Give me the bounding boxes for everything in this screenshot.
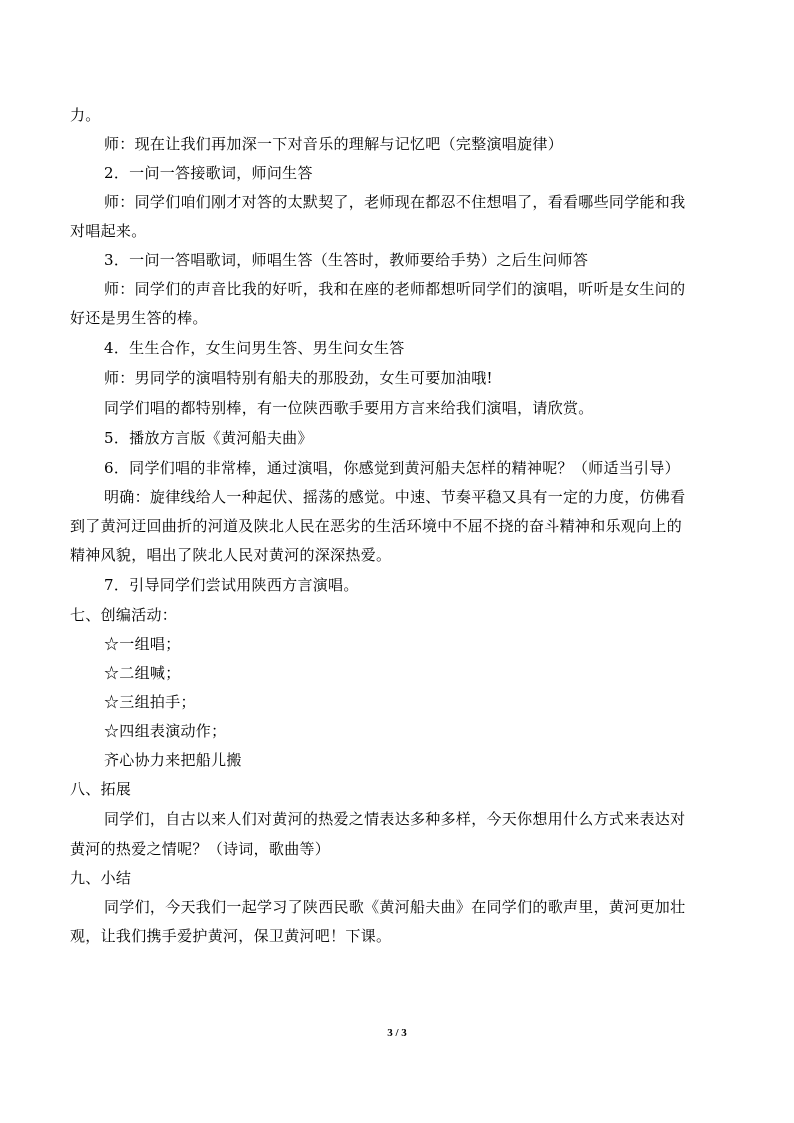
text-line: 2．一问一答接歌词，师问生答	[104, 164, 313, 182]
text-line: 师：同学们咱们刚才对答的太默契了，老师现在都忍不住想唱了，看看哪些同学能和我	[104, 193, 686, 211]
list-item: ☆四组表演动作；	[104, 722, 227, 740]
text-line: 精神风貌，唱出了陕北人民对黄河的深深热爱。	[70, 546, 392, 564]
text-line: 同学们，自古以来人们对黄河的热爱之情表达多种多样，今天你想用什么方式来表达对	[104, 810, 686, 828]
text-line: 6．同学们唱的非常棒，通过演唱，你感觉到黄河船夫怎样的精神呢？（师适当引导）	[104, 459, 680, 477]
text-line: 好还是男生答的棒。	[70, 309, 208, 327]
text-line: 5．播放方言版《黄河船夫曲》	[104, 429, 313, 447]
text-line: 师：男同学的演唱特别有船夫的那股劲，女生可要加油哦!	[104, 369, 493, 387]
text-line: 同学们唱的都特别棒，有一位陕西歌手要用方言来给我们演唱，请欣赏。	[104, 399, 594, 417]
text-line: 明确：旋律线给人一种起伏、摇荡的感觉。中速、节奏平稳又具有一定的力度，仿佛看	[104, 488, 686, 506]
text-line: 师：同学们的声音比我的好听，我和在座的老师都想听同学们的演唱，听听是女生问的	[104, 280, 686, 298]
text-line: 黄河的热爱之情呢？（诗词，歌曲等）	[70, 840, 331, 858]
text-line: 4．生生合作，女生问男生答、男生问女生答	[104, 339, 405, 357]
text-line: 同学们，今天我们一起学习了陕西民歌《黄河船夫曲》在同学们的歌声里，黄河更加壮	[104, 898, 686, 916]
list-item: ☆一组唱；	[104, 635, 181, 653]
text-line: 对唱起来。	[70, 222, 147, 240]
page-number: 3 / 3	[387, 1027, 407, 1039]
text-line: 力。	[70, 106, 101, 124]
text-line: 3．一问一答唱歌词，师唱生答（生答时，教师要给手势）之后生问师答	[104, 251, 589, 269]
text-line: 7．引导同学们尝试用陕西方言演唱。	[104, 576, 359, 594]
text-line: 观，让我们携手爱护黄河，保卫黄河吧！下课。	[70, 927, 392, 945]
section-heading: 九、小结	[70, 869, 132, 887]
text-line: 到了黄河迂回曲折的河道及陕北人民在恶劣的生活环境中不屈不挠的奋斗精神和乐观向上的	[70, 517, 683, 535]
text-line: 师：现在让我们再加深一下对音乐的理解与记忆吧（完整演唱旋律）	[104, 135, 564, 153]
section-heading: 七、创编活动：	[70, 606, 178, 624]
list-item: ☆三组拍手；	[104, 693, 196, 711]
text-line: 齐心协力来把船儿搬	[104, 751, 242, 769]
list-item: ☆二组喊；	[104, 664, 181, 682]
section-heading: 八、拓展	[70, 780, 132, 798]
